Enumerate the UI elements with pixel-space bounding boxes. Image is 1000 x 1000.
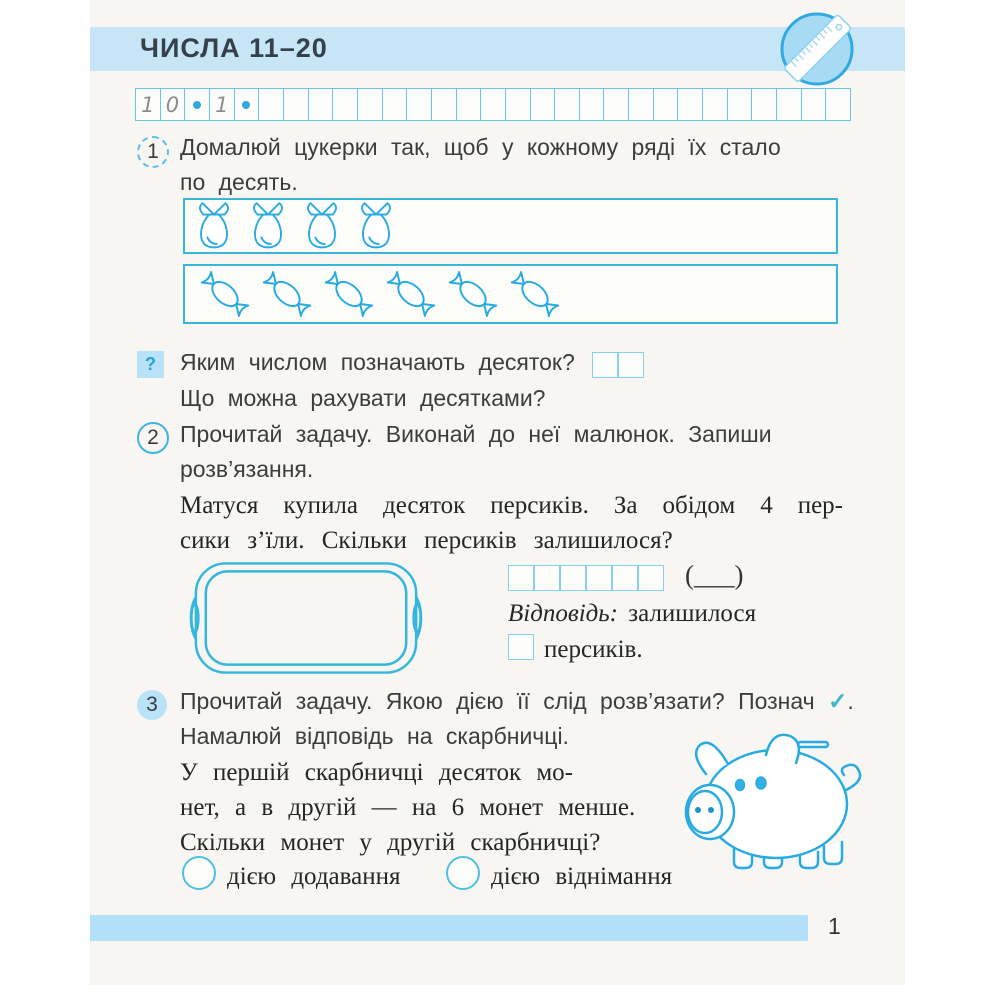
piggy-bank-drawing[interactable] (682, 728, 878, 875)
practice-cell[interactable] (136, 89, 160, 120)
practice-cell[interactable] (357, 89, 382, 120)
extra-answer-brackets[interactable]: (___) (685, 560, 744, 590)
practice-cell[interactable] (406, 89, 431, 120)
task3-number: 3 (137, 690, 167, 720)
candy-row-box-2[interactable] (183, 264, 838, 324)
task2-problem-line2: сики з’їли. Скільки персиків залишилося? (180, 527, 673, 554)
question-line2: Що можна рахувати десятками? (180, 385, 546, 411)
practice-cell[interactable] (579, 89, 604, 120)
practice-cell[interactable] (653, 89, 678, 120)
write-in-cell[interactable] (592, 352, 618, 378)
trace-digit: 0 (165, 92, 180, 117)
twist-candy-icon (199, 266, 251, 322)
option-addition-radio[interactable] (182, 856, 216, 890)
twist-candy-icon (323, 266, 375, 322)
trace-digit: 1 (215, 92, 229, 117)
answer-label: Відповідь: (508, 600, 619, 627)
question-answer-cells (592, 352, 644, 378)
practice-cell[interactable] (209, 89, 234, 120)
practice-cell[interactable] (184, 89, 209, 120)
practice-cell[interactable] (677, 89, 702, 120)
practice-cell[interactable] (505, 89, 530, 120)
practice-cell[interactable] (431, 89, 456, 120)
wrapped-candy-icon (249, 200, 287, 252)
practice-cell[interactable] (702, 89, 727, 120)
practice-cell[interactable] (554, 89, 579, 120)
practice-cell[interactable] (332, 89, 357, 120)
twist-candy-icon (509, 266, 561, 322)
wrapped-candy-icon (357, 200, 395, 252)
trace-dot (193, 101, 201, 109)
practice-cell[interactable] (480, 89, 505, 120)
task2-problem-line1: Матуся купила десяток персиків. За обідом 4 пер- (180, 492, 843, 519)
task2-number: 2 (137, 422, 169, 454)
practice-cell[interactable] (283, 89, 308, 120)
tray-drawing[interactable] (182, 556, 430, 685)
ruler-icon (773, 4, 859, 90)
write-in-cell[interactable] (612, 565, 638, 591)
write-in-cell[interactable] (638, 565, 664, 591)
practice-cell[interactable] (825, 89, 850, 120)
practice-cell[interactable] (603, 89, 628, 120)
practice-cell[interactable] (628, 89, 653, 120)
candy-row-box-1[interactable] (183, 198, 838, 254)
practice-strip[interactable] (135, 88, 851, 121)
practice-cell[interactable] (530, 89, 555, 120)
task1-number: 1 (137, 136, 169, 168)
practice-cell[interactable] (801, 89, 826, 120)
twist-candy-icon (447, 266, 499, 322)
task1-line2: по десять. (180, 169, 298, 195)
workbook-page (90, 0, 905, 985)
task3-problem-line3: Скільки монет у другій скарбничці? (180, 829, 601, 856)
question-line1: Яким числом позначають десяток? (180, 349, 575, 375)
practice-cell[interactable] (751, 89, 776, 120)
practice-cell[interactable] (776, 89, 801, 120)
practice-cell[interactable] (234, 89, 259, 120)
answer-unit: персиків. (544, 636, 643, 663)
twist-candy-icon (261, 266, 313, 322)
twist-candy-icon (385, 266, 437, 322)
task3-line2: Намалюй відповідь на скарбничці. (180, 723, 569, 749)
practice-cell[interactable] (382, 89, 407, 120)
option-subtraction-radio[interactable] (446, 856, 480, 890)
answer-line (508, 600, 756, 628)
write-in-cell[interactable] (560, 565, 586, 591)
task3-problem-line1: У першій скарбничці десяток мо- (180, 759, 574, 786)
practice-cell[interactable] (308, 89, 333, 120)
solution-cells (508, 565, 664, 591)
trace-dot (242, 101, 250, 109)
practice-cell[interactable] (456, 89, 481, 120)
write-in-cell[interactable] (618, 352, 644, 378)
practice-cell[interactable] (258, 89, 283, 120)
chapter-title: ЧИСЛА 11–20 (140, 33, 328, 63)
answer-word: залишилося (628, 600, 757, 627)
trace-digit: 1 (141, 92, 155, 117)
practice-cell[interactable] (727, 89, 752, 120)
wrapped-candy-icon (195, 200, 233, 252)
option-addition-label: дією додавання (227, 863, 401, 890)
task3-line1: Прочитай задачу. Якою дією її слід розв’язати? Познач ✓. (180, 688, 854, 714)
task2-line2: розв’язання. (180, 456, 314, 482)
footer-bar (90, 915, 808, 941)
write-in-cell[interactable] (534, 565, 560, 591)
wrapped-candy-icon (303, 200, 341, 252)
task3-problem-line2: нет, а в другій — на 6 монет менше. (180, 794, 636, 821)
question-mark-icon: ? (137, 351, 164, 378)
practice-cell[interactable] (160, 89, 185, 120)
task1-line1: Домалюй цукерки так, щоб у кожному ряді їх стало (180, 134, 781, 160)
task2-line1: Прочитай задачу. Виконай до неї малюнок. Запиши (180, 421, 772, 447)
page-number: 1 (828, 913, 841, 939)
answer-number-cell[interactable] (508, 634, 534, 660)
option-subtraction-label: дією віднімання (491, 863, 673, 890)
write-in-cell[interactable] (508, 565, 534, 591)
check-mark-icon: ✓ (828, 688, 848, 714)
write-in-cell[interactable] (586, 565, 612, 591)
